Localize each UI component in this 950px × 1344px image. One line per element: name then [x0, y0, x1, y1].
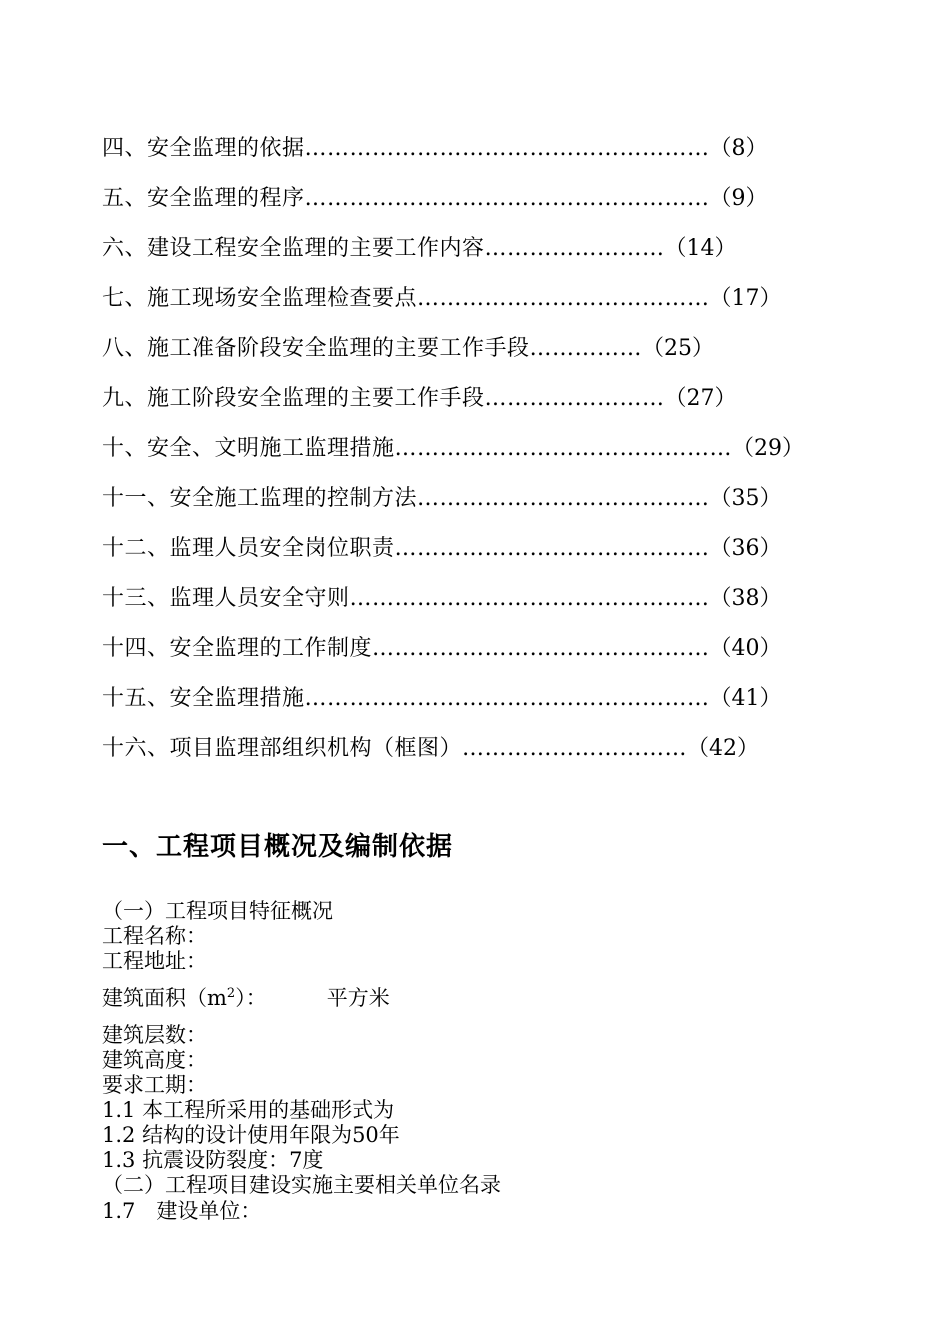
toc-title: 十六、项目监理部组织机构（框图） — [102, 736, 463, 761]
toc-entry[interactable] — [102, 528, 822, 578]
toc-entry[interactable] — [102, 278, 822, 328]
period-line: 要求工期： — [102, 1073, 207, 1097]
project-name-line: 工程名称： — [102, 924, 207, 948]
toc-dots: ……………………………………… — [394, 436, 733, 461]
building-area-line — [102, 982, 390, 1012]
toc-dots: …………………………………… — [394, 536, 710, 561]
toc-dots: ……………………………………………… — [304, 186, 710, 211]
section-heading: 一、工程项目概况及编制依据 — [102, 832, 454, 862]
toc-dots: ……………………………………………… — [304, 136, 710, 161]
toc-entry[interactable] — [102, 228, 822, 278]
toc-dots: ……………………………………… — [372, 636, 710, 661]
item-1-3: 1.3 抗震设防裂度：7度 — [102, 1148, 324, 1172]
item-1-7: 1.7 建设单位： — [102, 1199, 262, 1223]
toc-dots: ……………………………………………… — [304, 686, 710, 711]
item-1-1: 1.1 本工程所采用的基础形式为 — [102, 1098, 395, 1122]
toc-entry[interactable] — [102, 328, 822, 378]
toc-page-number: （14） — [664, 236, 737, 261]
toc-title: 十三、监理人员安全守则 — [102, 586, 350, 611]
toc-page-number: （9） — [709, 186, 768, 211]
toc-title: 十四、安全监理的工作制度 — [102, 636, 373, 661]
toc-page-number: （25） — [642, 336, 715, 361]
toc-page-number: （38） — [709, 586, 782, 611]
toc-page-number: （40） — [709, 636, 782, 661]
toc-page-number: （41） — [709, 686, 782, 711]
toc-page-number: （27） — [664, 386, 737, 411]
toc-dots: …………………… — [484, 386, 665, 411]
toc-page-number: （42） — [687, 736, 760, 761]
toc-entry[interactable] — [102, 728, 822, 778]
table-of-contents — [102, 128, 822, 778]
toc-title: 九、施工阶段安全监理的主要工作手段 — [102, 386, 485, 411]
area-superscript: 2 — [226, 986, 236, 1001]
toc-title: 四、安全监理的依据 — [102, 136, 305, 161]
area-label: 建筑面积（m — [102, 986, 227, 1010]
toc-entry[interactable] — [102, 178, 822, 228]
toc-page-number: （29） — [732, 436, 805, 461]
toc-dots: ………………………………… — [417, 486, 710, 511]
toc-title: 十、安全、文明施工监理措施 — [102, 436, 395, 461]
toc-dots: ………………………………… — [417, 286, 710, 311]
toc-page-number: （36） — [709, 536, 782, 561]
subsection-title: （二）工程项目建设实施主要相关单位名录 — [102, 1173, 501, 1197]
toc-title: 五、安全监理的程序 — [102, 186, 305, 211]
toc-page-number: （8） — [709, 136, 768, 161]
toc-dots: ………………………… — [462, 736, 688, 761]
item-1-2: 1.2 结构的设计使用年限为50年 — [102, 1123, 400, 1147]
toc-entry[interactable] — [102, 678, 822, 728]
toc-entry[interactable] — [102, 578, 822, 628]
toc-entry[interactable] — [102, 428, 822, 478]
area-unit: 平方米 — [326, 986, 390, 1010]
area-label-suffix: ）： — [235, 986, 267, 1010]
toc-dots: ………………………………………… — [349, 586, 710, 611]
subsection-title: （一）工程项目特征概况 — [102, 899, 333, 923]
toc-entry[interactable] — [102, 378, 822, 428]
project-address-line: 工程地址： — [102, 949, 207, 973]
toc-title: 六、建设工程安全监理的主要工作内容 — [102, 236, 485, 261]
height-line: 建筑高度： — [102, 1048, 207, 1072]
toc-entry[interactable] — [102, 478, 822, 528]
toc-entry[interactable] — [102, 628, 822, 678]
toc-dots: …………………… — [484, 236, 665, 261]
toc-title: 七、施工现场安全监理检查要点 — [102, 286, 418, 311]
toc-title: 八、施工准备阶段安全监理的主要工作手段 — [102, 336, 530, 361]
toc-title: 十二、监理人员安全岗位职责 — [102, 536, 395, 561]
toc-entry[interactable] — [102, 128, 822, 178]
toc-dots: …………… — [529, 336, 643, 361]
toc-title: 十一、安全施工监理的控制方法 — [102, 486, 418, 511]
toc-title: 十五、安全监理措施 — [102, 686, 305, 711]
floors-line: 建筑层数： — [102, 1023, 207, 1047]
toc-page-number: （17） — [709, 286, 782, 311]
toc-page-number: （35） — [709, 486, 782, 511]
